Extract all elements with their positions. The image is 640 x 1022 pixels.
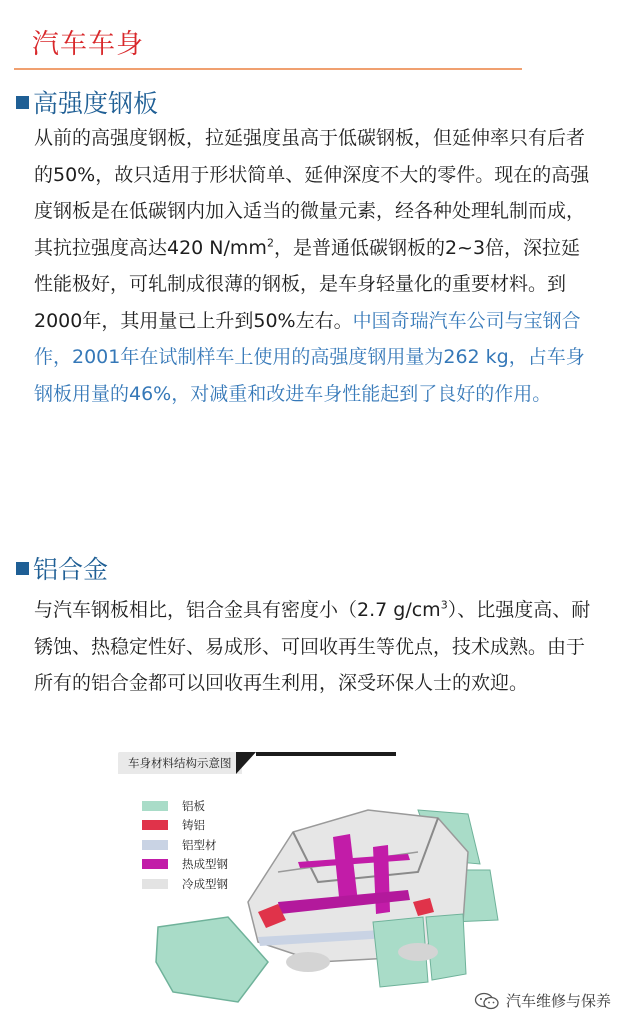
section-heading-steel-text: 高强度钢板	[33, 89, 159, 118]
legend-swatch	[142, 859, 168, 869]
section-heading-steel	[16, 84, 158, 120]
section-heading-aluminum	[16, 550, 108, 586]
page-title: 汽车车身	[32, 29, 144, 60]
legend-swatch	[142, 879, 168, 889]
figure-title: 车身材料结构示意图	[118, 752, 242, 774]
figure-title-decoration	[236, 752, 256, 774]
legend-swatch	[142, 801, 168, 811]
steel-text-2: ，是普通低碳钢板的2~3倍，深拉延性能极好，可轧制成很薄的钢板，是车身轻量化的重要材料。到2000年，其用量已上升到50%左右。	[34, 236, 581, 332]
legend-swatch	[142, 820, 168, 830]
source-watermark	[474, 990, 611, 1011]
aluminum-paragraph	[34, 592, 594, 702]
title-divider	[14, 68, 522, 70]
steel-paragraph	[34, 120, 594, 412]
wechat-icon	[474, 992, 500, 1010]
car-body-material-figure	[118, 752, 513, 1014]
figure-title-decoration-bar	[256, 752, 396, 756]
aluminum-superscript: 3	[440, 598, 448, 612]
legend-item	[142, 874, 228, 894]
legend-label: 冷成型钢	[182, 876, 228, 891]
square-bullet-icon	[16, 562, 29, 575]
steel-highlight-text: 中国奇瑞汽车公司与宝钢合作，2001年在试制样车上使用的高强度钢用量为262 kg，占车身钢板用量的46%，对减重和改进车身性能起到了良好的作用。	[34, 309, 585, 405]
aluminum-text-1: 与汽车钢板相比，铝合金具有密度小（2.7 g/cm	[34, 599, 441, 621]
steel-superscript: 2	[266, 236, 274, 250]
legend-label: 铸铝	[182, 818, 205, 833]
aluminum-text-2: ）、比强度高、耐锈蚀、热稳定性好、易成形、可回收再生等优点，技术成熟。由于所有的铝合金都可以回收再生利用，深受环保人士的欢迎。	[34, 599, 591, 694]
watermark-text: 汽车维修与保养	[506, 992, 612, 1010]
steel-text-1: 从前的高强度钢板，拉延强度虽高于低碳钢板，但延伸率只有后者的50%，故只适用于形状简单、延伸深度不大的零件。现在的高强度钢板是在低碳钢内加入适当的微量元素，经各种处理轧制而成，其抗拉强度高达420 N/mm	[34, 127, 590, 259]
material-legend	[142, 796, 228, 894]
square-bullet-icon	[16, 96, 29, 109]
legend-item	[142, 796, 228, 816]
legend-label: 铝型材	[182, 837, 217, 852]
legend-item	[142, 816, 228, 836]
legend-swatch	[142, 840, 168, 850]
legend-label: 铝板	[182, 798, 205, 813]
legend-item	[142, 835, 228, 855]
legend-label: 热成型钢	[182, 857, 228, 872]
section-heading-aluminum-text: 铝合金	[33, 555, 109, 584]
legend-item	[142, 855, 228, 875]
